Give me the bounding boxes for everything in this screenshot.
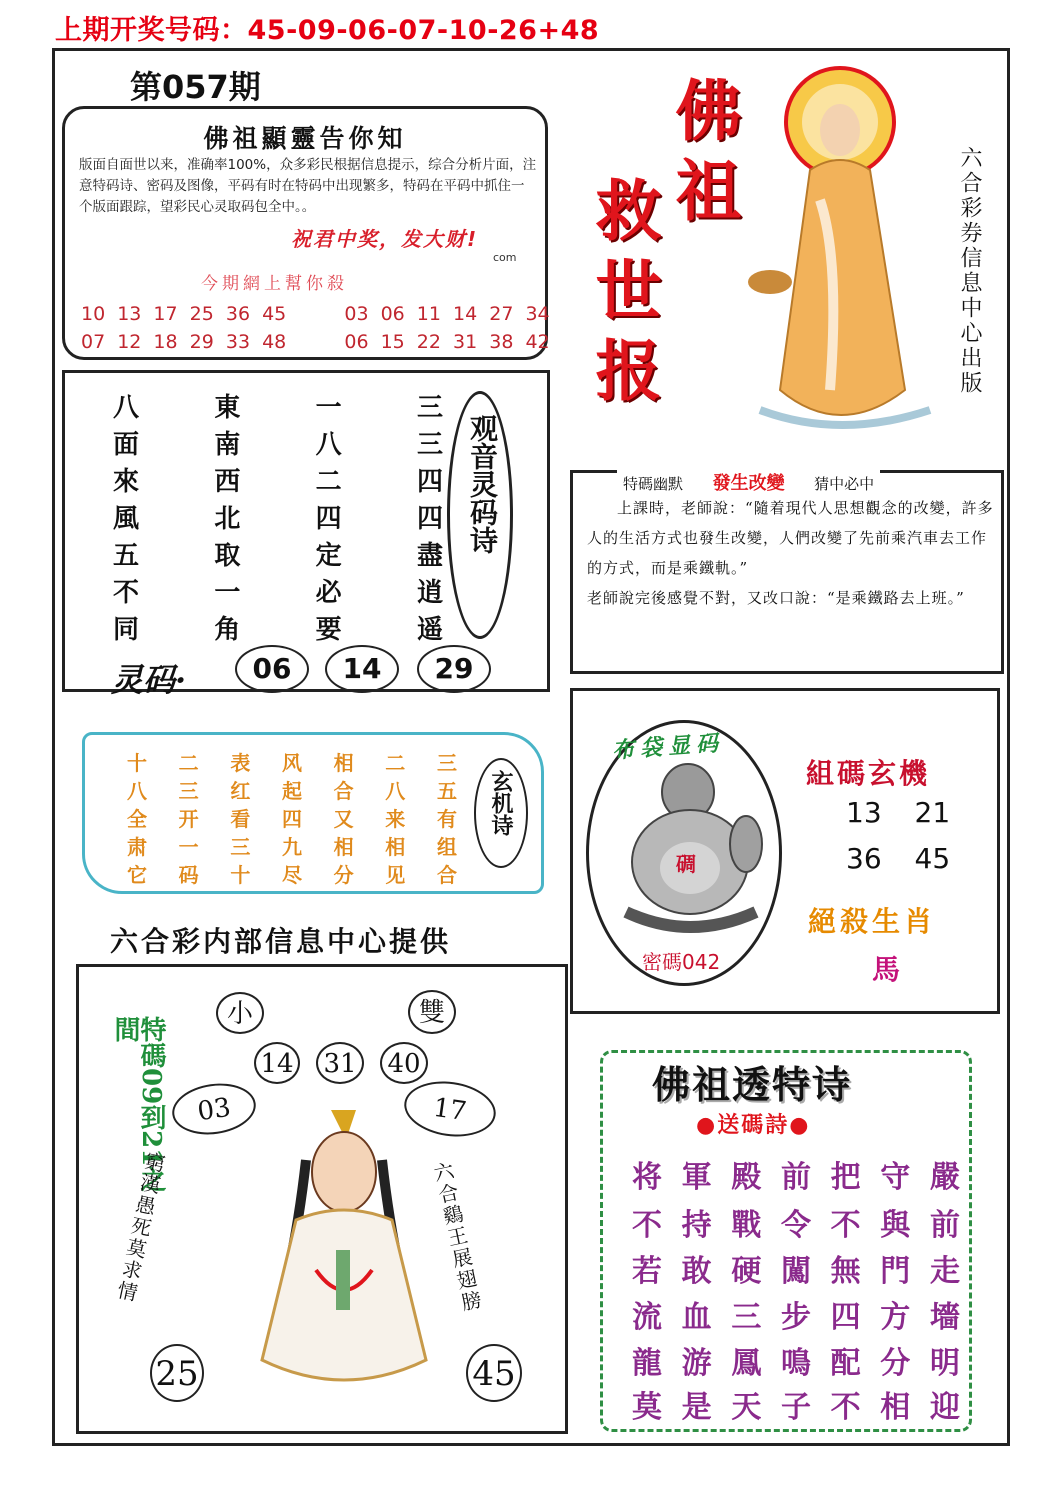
mystic-title: 玄机诗 bbox=[488, 770, 514, 836]
mystic-char: 开 bbox=[178, 807, 199, 831]
joke-header bbox=[617, 469, 880, 495]
send-char: 門 bbox=[880, 1254, 911, 1289]
send-char: 嚴 bbox=[929, 1160, 960, 1195]
joke-paragraph-1: 上課時，老師說：“隨着現代人思想觀念的改變，許多人的生活方式也發生改變，人們改變了先前乘汽車去工作的方式，而是乘鐵軌。” bbox=[587, 499, 994, 577]
send-char: 走 bbox=[929, 1254, 960, 1289]
poem-char: 同 bbox=[113, 615, 140, 645]
joke-text bbox=[587, 493, 997, 613]
send-char: 不 bbox=[830, 1390, 861, 1425]
send-char: 戰 bbox=[731, 1208, 762, 1243]
poem-char: 取 bbox=[214, 541, 241, 571]
send-row bbox=[632, 1292, 960, 1336]
mystic-row bbox=[127, 747, 457, 776]
mystic-char: 相 bbox=[385, 835, 406, 859]
poem-char: 一 bbox=[315, 393, 342, 423]
number-group-right: 03 06 11 14 27 34 bbox=[344, 303, 550, 325]
poem-char: 四 bbox=[416, 467, 443, 497]
send-char: 步 bbox=[780, 1300, 811, 1335]
send-char: 前 bbox=[929, 1208, 960, 1243]
send-char: 敢 bbox=[681, 1254, 712, 1289]
send-char: 血 bbox=[681, 1300, 712, 1335]
poem-char: 三 bbox=[416, 393, 443, 423]
bottom-left-number: 25 bbox=[150, 1344, 204, 1402]
send-char: 軍 bbox=[681, 1160, 712, 1195]
send-char: 守 bbox=[880, 1160, 911, 1195]
number-row-2 bbox=[81, 331, 550, 353]
mystic-char: 红 bbox=[230, 779, 251, 803]
double-badge: 雙 bbox=[408, 990, 456, 1034]
budai-statue bbox=[606, 752, 776, 938]
poem-char: 三 bbox=[416, 430, 443, 460]
poem-char: 南 bbox=[214, 430, 241, 460]
mystic-char: 起 bbox=[281, 779, 302, 803]
send-char: 硬 bbox=[731, 1254, 762, 1289]
send-char: 三 bbox=[731, 1300, 762, 1335]
lingma-label: 灵码· bbox=[111, 661, 187, 699]
mystic-char: 又 bbox=[333, 807, 354, 831]
lingma-number: 14 bbox=[325, 645, 399, 693]
send-char: 墻 bbox=[929, 1300, 960, 1335]
poem-title: 观音灵码诗 bbox=[466, 414, 499, 554]
poem-row bbox=[113, 461, 443, 498]
send-char: 鳴 bbox=[780, 1346, 811, 1381]
intro-com: com bbox=[493, 251, 517, 264]
joke-paragraph-2: 老師說完後感覺不對，又改口說：“是乘鐵路去上班。” bbox=[587, 589, 965, 607]
mystic-char: 风 bbox=[281, 751, 302, 775]
send-poem-title: 佛祖透特诗 bbox=[652, 1062, 853, 1107]
mystic-char: 三 bbox=[178, 779, 199, 803]
send-row bbox=[632, 1152, 960, 1196]
mystic-char: 十 bbox=[230, 863, 251, 887]
mystic-char: 码 bbox=[178, 863, 199, 887]
poem-row bbox=[113, 498, 443, 535]
mystic-char: 组 bbox=[436, 835, 457, 859]
hero-title-line2: 救世报 bbox=[584, 176, 662, 416]
combo-numbers-row-1: 13 21 bbox=[846, 796, 951, 829]
bottom-right-number: 45 bbox=[466, 1344, 522, 1402]
joke-box bbox=[570, 470, 1004, 674]
left-poem-line: 窮漢愚死莫求情 bbox=[111, 1149, 168, 1305]
send-char: 天 bbox=[731, 1390, 762, 1425]
mystic-char: 五 bbox=[436, 779, 457, 803]
poem-row bbox=[113, 572, 443, 609]
mystic-char: 肃 bbox=[127, 835, 147, 859]
send-char: 不 bbox=[830, 1208, 861, 1243]
last-draw-result: 上期开奖号码：45-09-06-07-10-26+48 bbox=[55, 15, 600, 46]
poem-char: 八 bbox=[315, 430, 342, 460]
mystic-char: 十 bbox=[127, 751, 147, 775]
joke-title: 發生改變 bbox=[712, 473, 785, 494]
mystic-char: 来 bbox=[385, 807, 406, 831]
number-group-left: 10 13 17 25 36 45 bbox=[81, 303, 287, 325]
guanyin-figure bbox=[236, 1100, 456, 1400]
mystic-char: 三 bbox=[436, 751, 457, 775]
poem-row bbox=[113, 387, 443, 424]
combo-numbers-row-2: 36 45 bbox=[846, 842, 951, 875]
poem-char: 角 bbox=[214, 615, 241, 645]
mystic-char: 相 bbox=[333, 751, 354, 775]
poem-char: 定 bbox=[315, 541, 342, 571]
buddha-figure bbox=[740, 60, 950, 450]
number-group-left: 07 12 18 29 33 48 bbox=[81, 331, 287, 353]
mystic-char: 分 bbox=[333, 863, 354, 887]
provider-line: 六合彩内部信息中心提供 bbox=[110, 925, 452, 958]
mystic-char: 合 bbox=[436, 863, 457, 887]
send-char: 分 bbox=[880, 1346, 911, 1381]
send-char: 龍 bbox=[632, 1346, 662, 1381]
poem-char: 風 bbox=[113, 504, 140, 534]
mystic-char: 尽 bbox=[281, 863, 302, 887]
send-char: 相 bbox=[880, 1390, 911, 1425]
send-row bbox=[632, 1338, 960, 1382]
password-code: 密碼042 bbox=[642, 950, 721, 974]
poem-char: 北 bbox=[214, 504, 241, 534]
small-badge: 小 bbox=[216, 992, 264, 1034]
special-range: 特碼09到21之間 bbox=[110, 1016, 166, 1193]
mystic-char: 三 bbox=[230, 835, 251, 859]
mystic-row bbox=[127, 859, 457, 888]
send-char: 方 bbox=[880, 1300, 911, 1335]
mystic-char: 九 bbox=[281, 835, 302, 859]
publisher: 六合彩券信息中心出版 bbox=[957, 146, 982, 396]
poem-row bbox=[113, 424, 443, 461]
mystic-char: 八 bbox=[385, 779, 406, 803]
left-oval-number: 03 bbox=[169, 1078, 259, 1139]
poem-char: 東 bbox=[214, 393, 241, 423]
lingma-number: 06 bbox=[235, 645, 309, 693]
mystic-char: 见 bbox=[385, 863, 406, 887]
poem-char: 二 bbox=[315, 467, 342, 497]
statue-label: 碉 bbox=[676, 852, 696, 876]
send-char: 殿 bbox=[731, 1160, 762, 1195]
number-group-right: 06 15 22 31 38 42 bbox=[344, 331, 550, 353]
send-char: 持 bbox=[681, 1208, 712, 1243]
poem-char: 必 bbox=[315, 578, 342, 608]
send-char: 游 bbox=[681, 1346, 712, 1381]
send-char: 子 bbox=[780, 1390, 811, 1425]
mystic-char: 看 bbox=[230, 807, 251, 831]
mystic-row bbox=[127, 803, 457, 832]
send-char: 鳳 bbox=[731, 1346, 762, 1381]
poem-title-oval bbox=[447, 391, 513, 639]
mystic-char: 四 bbox=[281, 807, 302, 831]
poem-char: 五 bbox=[113, 541, 140, 571]
mystic-row bbox=[127, 775, 457, 804]
poem-char: 八 bbox=[113, 393, 140, 423]
poem-char: 不 bbox=[113, 578, 140, 608]
send-row bbox=[632, 1382, 960, 1426]
hero-title-line1: 佛祖 bbox=[664, 76, 742, 236]
send-poem-subtitle: ●送碼詩● bbox=[696, 1113, 811, 1138]
budai-arc-text: 布袋显码 bbox=[611, 730, 725, 764]
intro-text: 版面自面世以来，准确率100%，众多彩民根据信息提示，综合分析片面，注意特码诗、密码及图像，平码有时在特码中出现繁多，特码在平码中抓住一个版面跟踪，望彩民心灵取码包全中。。 bbox=[79, 157, 537, 215]
send-char: 配 bbox=[830, 1346, 861, 1381]
top-number: 31 bbox=[316, 1042, 364, 1084]
kill-zodiac-value: 馬 bbox=[872, 953, 901, 986]
send-row bbox=[632, 1200, 960, 1244]
send-char: 闖 bbox=[780, 1254, 811, 1289]
combo-title: 組碼玄機 bbox=[806, 757, 931, 790]
send-char: 令 bbox=[780, 1208, 811, 1243]
right-oval-number: 17 bbox=[401, 1076, 500, 1142]
poem-char: 四 bbox=[416, 504, 443, 534]
send-char: 與 bbox=[880, 1208, 911, 1243]
mystic-char: 一 bbox=[178, 835, 199, 859]
send-char: 是 bbox=[681, 1390, 712, 1425]
poem-row bbox=[113, 535, 443, 572]
kill-zodiac-title: 絕殺生肖 bbox=[808, 905, 937, 938]
poem-char: 來 bbox=[113, 467, 140, 497]
joke-tag: 猜中必中 bbox=[814, 475, 875, 493]
send-char: 把 bbox=[830, 1160, 861, 1195]
send-char: 将 bbox=[632, 1160, 662, 1195]
send-char: 流 bbox=[632, 1300, 662, 1335]
intro-box bbox=[62, 106, 548, 360]
send-char: 四 bbox=[830, 1300, 861, 1335]
poem-char: 西 bbox=[214, 467, 241, 497]
send-char: 若 bbox=[632, 1254, 662, 1289]
top-number: 14 bbox=[254, 1042, 300, 1084]
intro-title: 佛祖顯靈告你知 bbox=[203, 124, 407, 153]
poem-char: 遥 bbox=[416, 615, 443, 645]
mystic-char: 它 bbox=[127, 863, 147, 887]
poem-char: 要 bbox=[315, 615, 342, 645]
mystic-char: 合 bbox=[333, 779, 354, 803]
send-char: 前 bbox=[780, 1160, 811, 1195]
poem-char: 逍 bbox=[416, 578, 443, 608]
send-char: 明 bbox=[929, 1346, 960, 1381]
mystic-char: 相 bbox=[333, 835, 354, 859]
intro-subtitle: 今期網上幫你殺 bbox=[201, 274, 348, 294]
send-char: 莫 bbox=[632, 1390, 662, 1425]
right-poem-line: 六合鷄王展翅膀 bbox=[428, 1159, 485, 1316]
mystic-row bbox=[127, 831, 457, 860]
mystic-char: 全 bbox=[127, 807, 147, 831]
guanyin-poem-box bbox=[62, 370, 550, 699]
joke-label: 特碼幽默 bbox=[623, 475, 684, 493]
mystic-char: 表 bbox=[230, 751, 251, 775]
poem-char: 盡 bbox=[416, 541, 443, 571]
mystic-char: 八 bbox=[127, 779, 147, 803]
intro-wish: 祝君中奖，发大财! bbox=[291, 227, 479, 251]
poem-char: 面 bbox=[113, 430, 140, 460]
mystic-char: 二 bbox=[385, 751, 406, 775]
lingma-number: 29 bbox=[417, 645, 491, 693]
poem-char: 四 bbox=[315, 504, 342, 534]
send-char: 無 bbox=[830, 1254, 861, 1289]
issue-number: 第057期 bbox=[130, 68, 261, 106]
top-number: 40 bbox=[380, 1042, 428, 1084]
mystic-char: 有 bbox=[436, 807, 457, 831]
send-char: 不 bbox=[632, 1208, 662, 1243]
poem-row bbox=[113, 609, 443, 646]
poem-char: 一 bbox=[214, 578, 241, 608]
send-row bbox=[632, 1246, 960, 1290]
number-row-1 bbox=[81, 303, 550, 325]
send-char: 迎 bbox=[929, 1390, 960, 1425]
mystic-char: 二 bbox=[178, 751, 199, 775]
mystic-title-oval bbox=[474, 758, 528, 868]
